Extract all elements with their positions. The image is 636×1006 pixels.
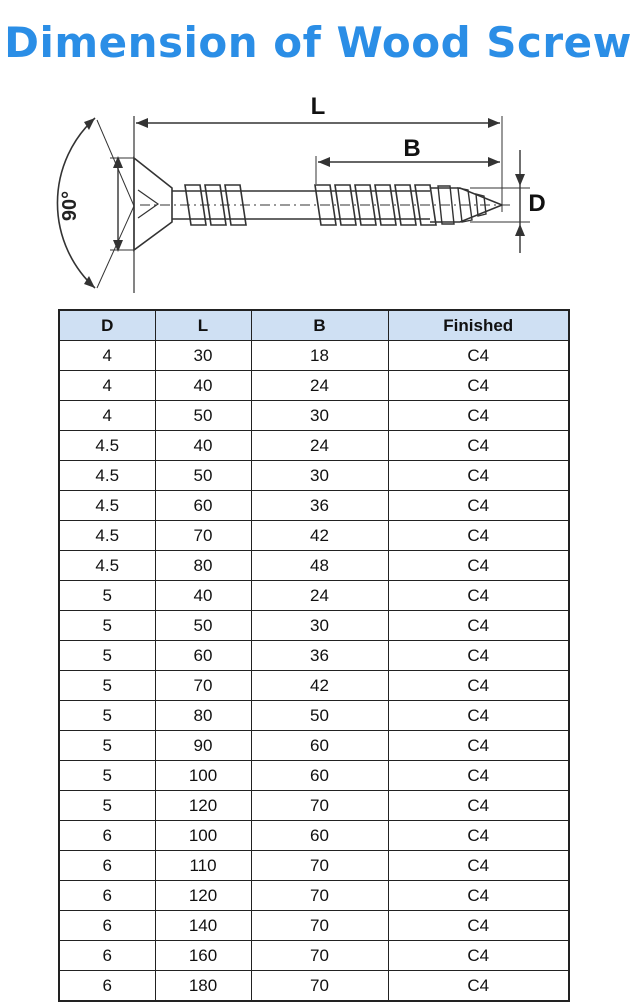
table-row <box>59 641 569 671</box>
cell-l: 120 <box>155 881 251 911</box>
cell-l: 60 <box>155 491 251 521</box>
table-row <box>59 371 569 401</box>
cell-b: 30 <box>251 611 388 641</box>
table-row <box>59 491 569 521</box>
cell-d: 5 <box>59 671 155 701</box>
table-row <box>59 611 569 641</box>
cell-finished: C4 <box>388 851 569 881</box>
cell-b: 18 <box>251 341 388 371</box>
cell-b: 60 <box>251 731 388 761</box>
cell-d: 5 <box>59 701 155 731</box>
table-row <box>59 851 569 881</box>
cell-b: 24 <box>251 431 388 461</box>
cell-finished: C4 <box>388 611 569 641</box>
cell-b: 70 <box>251 851 388 881</box>
dimension-table <box>58 309 570 1002</box>
cell-l: 100 <box>155 761 251 791</box>
table-row <box>59 461 569 491</box>
cell-finished: C4 <box>388 521 569 551</box>
cell-l: 50 <box>155 611 251 641</box>
cell-b: 50 <box>251 701 388 731</box>
cell-d: 5 <box>59 761 155 791</box>
cell-d: 4 <box>59 401 155 431</box>
cell-finished: C4 <box>388 341 569 371</box>
cell-d: 4 <box>59 341 155 371</box>
cell-finished: C4 <box>388 941 569 971</box>
cell-b: 60 <box>251 761 388 791</box>
table-row <box>59 521 569 551</box>
cell-l: 100 <box>155 821 251 851</box>
length-label: L <box>310 93 326 120</box>
cell-finished: C4 <box>388 581 569 611</box>
cell-b: 60 <box>251 821 388 851</box>
header-finished: Finished <box>388 310 569 341</box>
cell-finished: C4 <box>388 701 569 731</box>
cell-l: 40 <box>155 431 251 461</box>
cell-d: 6 <box>59 971 155 1002</box>
cell-b: 70 <box>251 911 388 941</box>
cell-finished: C4 <box>388 371 569 401</box>
cell-l: 140 <box>155 911 251 941</box>
header-l: L <box>155 310 251 341</box>
cell-d: 4.5 <box>59 521 155 551</box>
cell-b: 42 <box>251 521 388 551</box>
angle-label: 90° <box>59 190 81 222</box>
cell-b: 30 <box>251 461 388 491</box>
cell-l: 40 <box>155 371 251 401</box>
cell-d: 5 <box>59 731 155 761</box>
table-row <box>59 821 569 851</box>
table-header-row <box>59 310 569 341</box>
table-row <box>59 791 569 821</box>
cell-d: 6 <box>59 941 155 971</box>
cell-b: 24 <box>251 371 388 401</box>
cell-b: 36 <box>251 491 388 521</box>
table-row <box>59 341 569 371</box>
table-row <box>59 401 569 431</box>
cell-finished: C4 <box>388 821 569 851</box>
cell-finished: C4 <box>388 431 569 461</box>
cell-d: 6 <box>59 821 155 851</box>
cell-l: 70 <box>155 671 251 701</box>
table-row <box>59 911 569 941</box>
header-d: D <box>59 310 155 341</box>
cell-finished: C4 <box>388 461 569 491</box>
thread-label: B <box>403 135 421 162</box>
cell-b: 48 <box>251 551 388 581</box>
cell-d: 5 <box>59 581 155 611</box>
table-row <box>59 551 569 581</box>
header-b: B <box>251 310 388 341</box>
table-row <box>59 701 569 731</box>
cell-d: 6 <box>59 851 155 881</box>
cell-finished: C4 <box>388 791 569 821</box>
cell-d: 5 <box>59 641 155 671</box>
cell-l: 120 <box>155 791 251 821</box>
cell-finished: C4 <box>388 911 569 941</box>
cell-finished: C4 <box>388 971 569 1002</box>
cell-b: 42 <box>251 671 388 701</box>
cell-b: 70 <box>251 971 388 1002</box>
cell-d: 5 <box>59 791 155 821</box>
cell-l: 80 <box>155 551 251 581</box>
cell-finished: C4 <box>388 551 569 581</box>
cell-l: 80 <box>155 701 251 731</box>
cell-finished: C4 <box>388 641 569 671</box>
table-row <box>59 731 569 761</box>
cell-l: 90 <box>155 731 251 761</box>
page-title: Dimension of Wood Screw <box>4 18 632 67</box>
cell-d: 4.5 <box>59 491 155 521</box>
cell-d: 4.5 <box>59 461 155 491</box>
table-row <box>59 971 569 1002</box>
cell-b: 70 <box>251 881 388 911</box>
cell-b: 24 <box>251 581 388 611</box>
diameter-label: D <box>528 190 546 217</box>
cell-l: 30 <box>155 341 251 371</box>
cell-d: 4.5 <box>59 431 155 461</box>
cell-l: 180 <box>155 971 251 1002</box>
cell-b: 36 <box>251 641 388 671</box>
cell-d: 6 <box>59 911 155 941</box>
cell-finished: C4 <box>388 761 569 791</box>
table-row <box>59 881 569 911</box>
table-row <box>59 431 569 461</box>
table-row <box>59 761 569 791</box>
screw-diagram <box>40 88 600 303</box>
cell-b: 70 <box>251 791 388 821</box>
table-row <box>59 941 569 971</box>
cell-l: 70 <box>155 521 251 551</box>
cell-finished: C4 <box>388 731 569 761</box>
cell-finished: C4 <box>388 671 569 701</box>
table-row <box>59 581 569 611</box>
cell-l: 40 <box>155 581 251 611</box>
cell-finished: C4 <box>388 881 569 911</box>
cell-finished: C4 <box>388 491 569 521</box>
cell-l: 50 <box>155 401 251 431</box>
cell-d: 5 <box>59 611 155 641</box>
cell-l: 60 <box>155 641 251 671</box>
cell-b: 70 <box>251 941 388 971</box>
cell-l: 160 <box>155 941 251 971</box>
cell-d: 4 <box>59 371 155 401</box>
cell-b: 30 <box>251 401 388 431</box>
table-row <box>59 671 569 701</box>
cell-d: 4.5 <box>59 551 155 581</box>
screw-head <box>134 158 172 250</box>
cell-finished: C4 <box>388 401 569 431</box>
cell-l: 110 <box>155 851 251 881</box>
cell-l: 50 <box>155 461 251 491</box>
cell-d: 6 <box>59 881 155 911</box>
